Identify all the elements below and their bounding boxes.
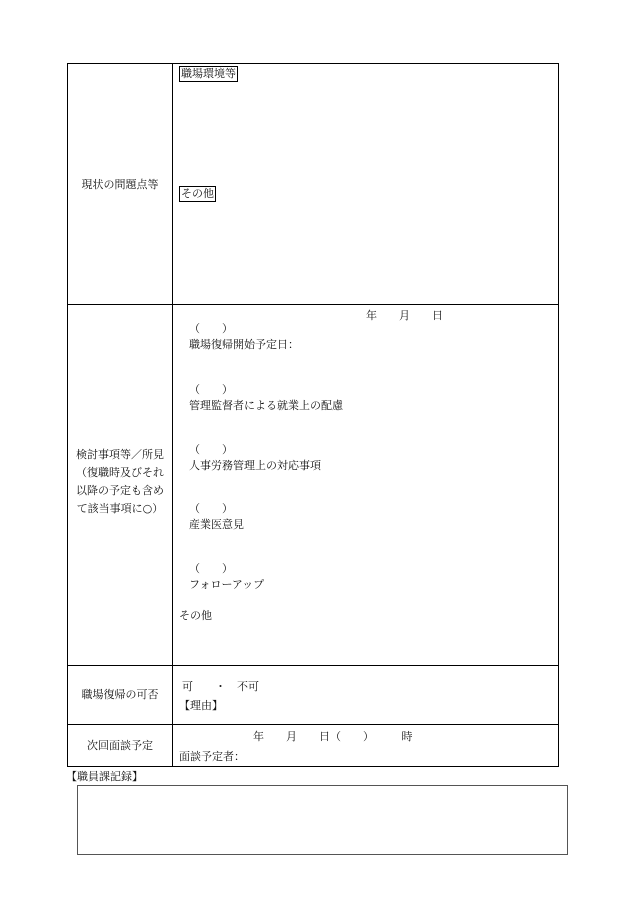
review-label-line-4: て該当事項に○） bbox=[76, 502, 164, 515]
next-meeting-date-fields[interactable]: 年 月 日（ ） 時 bbox=[253, 730, 413, 743]
review-item-manager-consideration[interactable] bbox=[182, 368, 343, 413]
next-meeting-scheduler-label: 面談予定者： bbox=[179, 750, 245, 763]
return-ok-reason-label: 【理由】 bbox=[179, 699, 223, 712]
staff-record-title: 【職員課記録】 bbox=[66, 770, 143, 783]
checkbox-paren[interactable]: （ ） bbox=[189, 322, 233, 335]
table-column-divider bbox=[172, 63, 173, 767]
review-label-line-2: （復職時及びそれ bbox=[76, 466, 164, 479]
workplace-environment-label: 職場環境等 bbox=[181, 67, 236, 80]
review-item-hr-actions[interactable] bbox=[182, 428, 321, 473]
next-meeting-label: 次回面談予定 bbox=[87, 739, 153, 752]
review-item-label: 職場復帰開始予定日： bbox=[189, 338, 299, 351]
workplace-environment-box[interactable] bbox=[179, 66, 238, 82]
issues-other-box[interactable] bbox=[179, 186, 216, 202]
review-other-label: その他 bbox=[179, 609, 212, 622]
checkbox-paren[interactable]: （ ） bbox=[189, 502, 233, 515]
table-right-border bbox=[558, 63, 559, 767]
checkbox-paren[interactable]: （ ） bbox=[189, 562, 233, 575]
issues-other-label: その他 bbox=[181, 187, 214, 200]
row-divider-3 bbox=[67, 724, 558, 725]
review-item-follow-up[interactable] bbox=[182, 547, 264, 592]
review-item-return-date[interactable] bbox=[182, 307, 299, 352]
review-label-line-1: 検討事項等／所見 bbox=[76, 448, 164, 461]
return-ok-choice[interactable]: 可 ・ 不可 bbox=[182, 680, 259, 693]
issues-label: 現状の問題点等 bbox=[81, 178, 159, 191]
review-label bbox=[68, 446, 172, 518]
review-item-label: フォローアップ bbox=[189, 578, 265, 591]
table-top-border bbox=[67, 63, 558, 64]
checkbox-paren[interactable]: （ ） bbox=[189, 383, 233, 396]
review-item-label: 産業医意見 bbox=[189, 518, 244, 531]
review-item-label: 人事労務管理上の対応事項 bbox=[189, 459, 321, 472]
staff-record-box[interactable] bbox=[77, 785, 568, 855]
table-left-border bbox=[67, 63, 68, 767]
review-item-label: 管理監督者による就業上の配慮 bbox=[189, 399, 343, 412]
review-label-line-3: 以降の予定も含め bbox=[76, 484, 164, 497]
row-divider-1 bbox=[67, 304, 558, 305]
row-divider-2 bbox=[67, 665, 558, 666]
table-bottom-border bbox=[67, 766, 558, 767]
return-date-fields[interactable]: 年 月 日 bbox=[366, 309, 443, 322]
review-item-occupational-physician[interactable] bbox=[182, 487, 244, 532]
return-ok-label: 職場復帰の可否 bbox=[81, 688, 159, 701]
checkbox-paren[interactable]: （ ） bbox=[189, 443, 233, 456]
